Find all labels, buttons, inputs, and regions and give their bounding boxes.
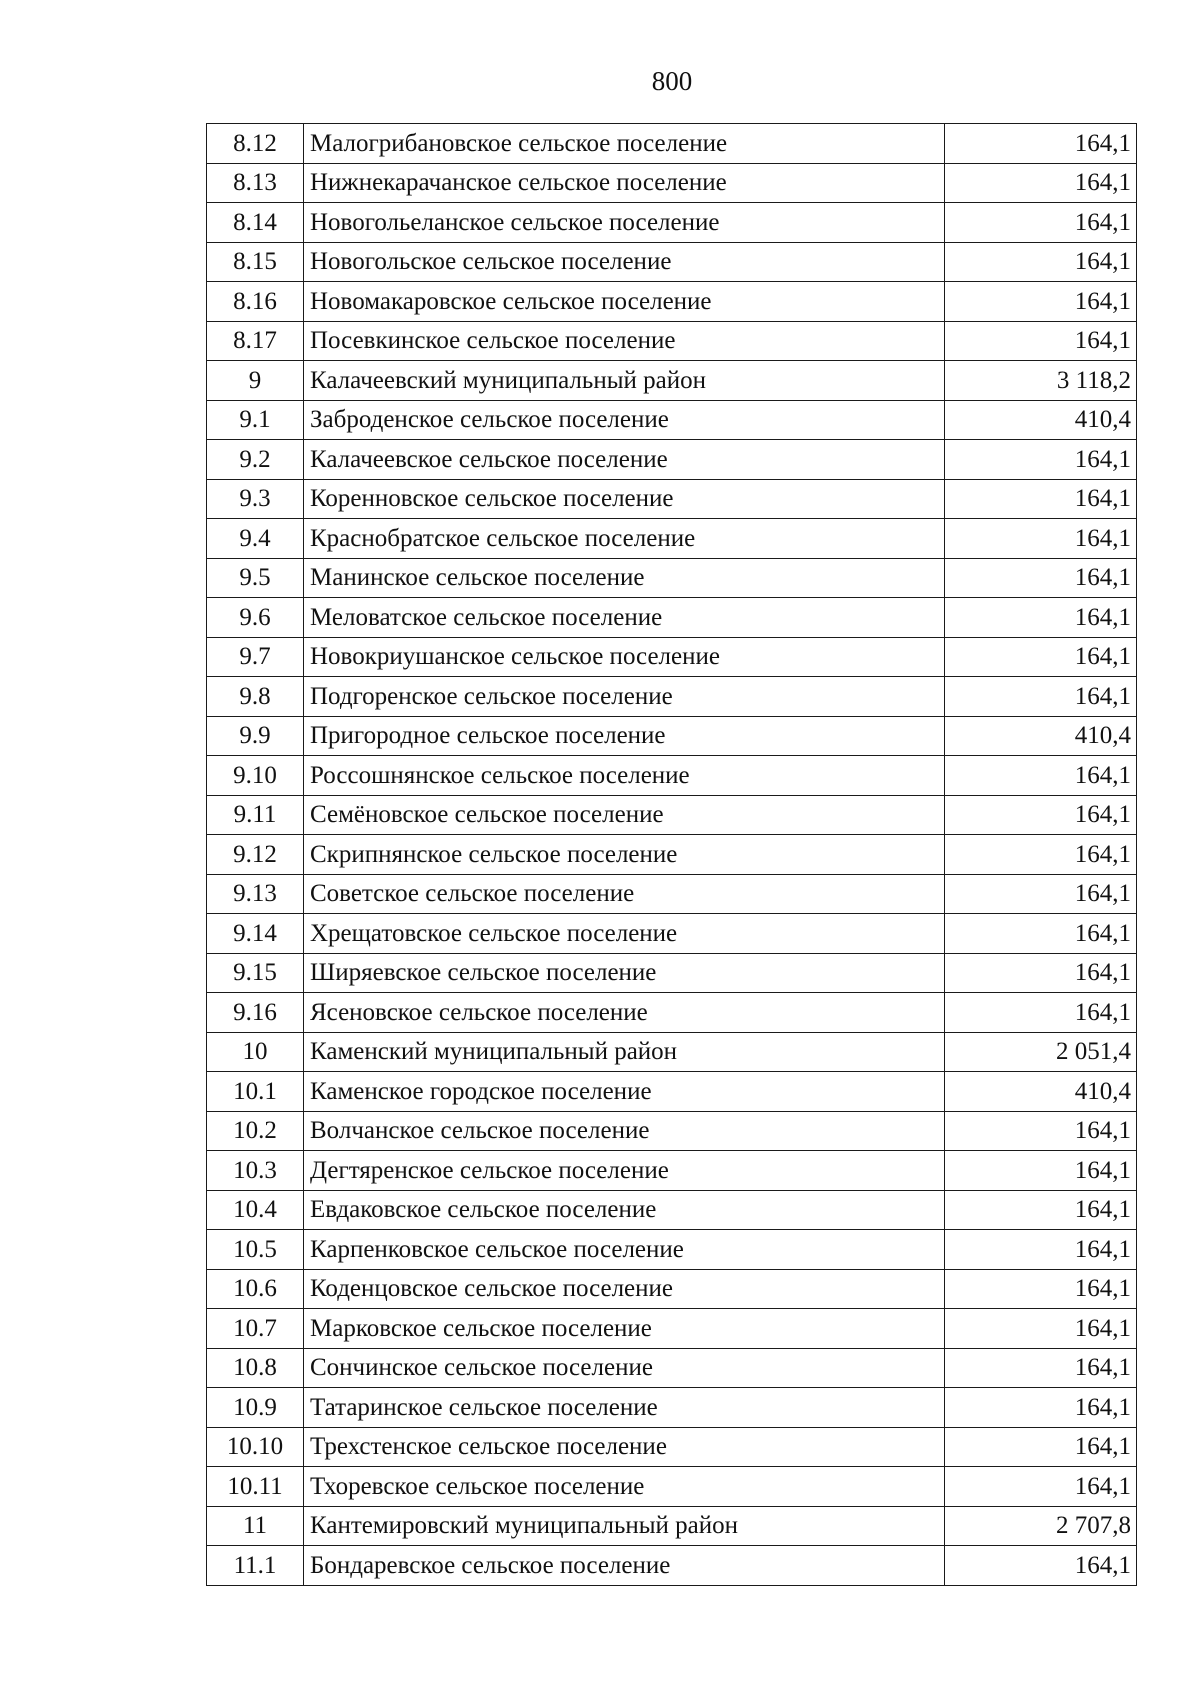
amount-cell: 164,1 bbox=[945, 479, 1137, 519]
row-number-cell: 9.5 bbox=[207, 558, 304, 598]
settlement-name-cell: Новогольское сельское поселение bbox=[304, 242, 945, 282]
settlement-name-cell: Волчанское сельское поселение bbox=[304, 1111, 945, 1151]
table-row bbox=[207, 1348, 1137, 1388]
row-number-cell: 8.12 bbox=[207, 124, 304, 164]
table-row bbox=[207, 558, 1137, 598]
settlement-name-cell: Советское сельское поселение bbox=[304, 874, 945, 914]
amount-cell: 164,1 bbox=[945, 1230, 1137, 1270]
table-row bbox=[207, 874, 1137, 914]
table-row bbox=[207, 993, 1137, 1033]
settlement-name-cell: Кантемировский муниципальный район bbox=[304, 1506, 945, 1546]
settlement-name-cell: Малогрибановское сельское поселение bbox=[304, 124, 945, 164]
table-row bbox=[207, 1309, 1137, 1349]
table-row bbox=[207, 1269, 1137, 1309]
settlement-name-cell: Россошнянское сельское поселение bbox=[304, 756, 945, 796]
amount-cell: 164,1 bbox=[945, 1388, 1137, 1428]
table-row bbox=[207, 953, 1137, 993]
amount-cell: 164,1 bbox=[945, 637, 1137, 677]
amount-cell: 164,1 bbox=[945, 558, 1137, 598]
amount-cell: 164,1 bbox=[945, 1190, 1137, 1230]
row-number-cell: 9.16 bbox=[207, 993, 304, 1033]
row-number-cell: 9.10 bbox=[207, 756, 304, 796]
settlement-name-cell: Подгоренское сельское поселение bbox=[304, 677, 945, 717]
amount-cell: 164,1 bbox=[945, 1309, 1137, 1349]
table-row bbox=[207, 1111, 1137, 1151]
row-number-cell: 10.1 bbox=[207, 1072, 304, 1112]
amount-cell: 164,1 bbox=[945, 1546, 1137, 1586]
table-row bbox=[207, 479, 1137, 519]
settlement-name-cell: Трехстенское сельское поселение bbox=[304, 1427, 945, 1467]
row-number-cell: 11 bbox=[207, 1506, 304, 1546]
settlement-name-cell: Меловатское сельское поселение bbox=[304, 598, 945, 638]
amount-cell: 164,1 bbox=[945, 598, 1137, 638]
settlement-name-cell: Татаринское сельское поселение bbox=[304, 1388, 945, 1428]
table-body bbox=[207, 124, 1137, 1586]
row-number-cell: 10.10 bbox=[207, 1427, 304, 1467]
row-number-cell: 10.2 bbox=[207, 1111, 304, 1151]
amount-cell: 164,1 bbox=[945, 321, 1137, 361]
settlement-name-cell: Скрипнянское сельское поселение bbox=[304, 835, 945, 875]
amount-cell: 410,4 bbox=[945, 400, 1137, 440]
amount-cell: 164,1 bbox=[945, 242, 1137, 282]
settlement-name-cell: Евдаковское сельское поселение bbox=[304, 1190, 945, 1230]
amount-cell: 164,1 bbox=[945, 282, 1137, 322]
settlement-name-cell: Манинское сельское поселение bbox=[304, 558, 945, 598]
row-number-cell: 11.1 bbox=[207, 1546, 304, 1586]
amount-cell: 164,1 bbox=[945, 203, 1137, 243]
amount-cell: 164,1 bbox=[945, 124, 1137, 164]
amount-cell: 164,1 bbox=[945, 677, 1137, 717]
row-number-cell: 9.11 bbox=[207, 795, 304, 835]
row-number-cell: 8.17 bbox=[207, 321, 304, 361]
amount-cell: 164,1 bbox=[945, 1269, 1137, 1309]
settlement-name-cell: Калачеевское сельское поселение bbox=[304, 440, 945, 480]
settlement-name-cell: Посевкинское сельское поселение bbox=[304, 321, 945, 361]
table-row bbox=[207, 637, 1137, 677]
table-row bbox=[207, 282, 1137, 322]
settlement-name-cell: Карпенковское сельское поселение bbox=[304, 1230, 945, 1270]
table-row bbox=[207, 519, 1137, 559]
settlement-name-cell: Нижнекарачанское сельское поселение bbox=[304, 163, 945, 203]
amount-cell: 164,1 bbox=[945, 440, 1137, 480]
table-row bbox=[207, 677, 1137, 717]
amount-cell: 164,1 bbox=[945, 874, 1137, 914]
amount-cell: 164,1 bbox=[945, 1348, 1137, 1388]
amount-cell: 2 707,8 bbox=[945, 1506, 1137, 1546]
table-row bbox=[207, 400, 1137, 440]
settlement-name-cell: Сончинское сельское поселение bbox=[304, 1348, 945, 1388]
page-number: 800 bbox=[651, 66, 693, 96]
table-row bbox=[207, 1151, 1137, 1191]
row-number-cell: 9.3 bbox=[207, 479, 304, 519]
table-row bbox=[207, 1230, 1137, 1270]
row-number-cell: 9.6 bbox=[207, 598, 304, 638]
table-row bbox=[207, 440, 1137, 480]
row-number-cell: 10.6 bbox=[207, 1269, 304, 1309]
amount-cell: 164,1 bbox=[945, 914, 1137, 954]
table-row bbox=[207, 1546, 1137, 1586]
amount-cell: 410,4 bbox=[945, 716, 1137, 756]
settlement-name-cell: Заброденское сельское поселение bbox=[304, 400, 945, 440]
settlement-name-cell: Ясеновское сельское поселение bbox=[304, 993, 945, 1033]
row-number-cell: 10.11 bbox=[207, 1467, 304, 1507]
settlement-name-cell: Пригородное сельское поселение bbox=[304, 716, 945, 756]
row-number-cell: 9.15 bbox=[207, 953, 304, 993]
amount-cell: 164,1 bbox=[945, 1151, 1137, 1191]
amount-cell: 164,1 bbox=[945, 993, 1137, 1033]
settlement-name-cell: Дегтяренское сельское поселение bbox=[304, 1151, 945, 1191]
settlement-name-cell: Марковское сельское поселение bbox=[304, 1309, 945, 1349]
table-row bbox=[207, 1388, 1137, 1428]
table-row bbox=[207, 242, 1137, 282]
row-number-cell: 9.12 bbox=[207, 835, 304, 875]
settlement-name-cell: Краснобратское сельское поселение bbox=[304, 519, 945, 559]
settlement-name-cell: Хрещатовское сельское поселение bbox=[304, 914, 945, 954]
amount-cell: 164,1 bbox=[945, 163, 1137, 203]
settlement-name-cell: Ширяевское сельское поселение bbox=[304, 953, 945, 993]
row-number-cell: 9.9 bbox=[207, 716, 304, 756]
row-number-cell: 9 bbox=[207, 361, 304, 401]
row-number-cell: 8.16 bbox=[207, 282, 304, 322]
table-row bbox=[207, 163, 1137, 203]
amount-cell: 3 118,2 bbox=[945, 361, 1137, 401]
table-row bbox=[207, 1072, 1137, 1112]
table-row bbox=[207, 361, 1137, 401]
amount-cell: 164,1 bbox=[945, 1427, 1137, 1467]
table-row bbox=[207, 203, 1137, 243]
row-number-cell: 10.9 bbox=[207, 1388, 304, 1428]
row-number-cell: 9.7 bbox=[207, 637, 304, 677]
amount-cell: 410,4 bbox=[945, 1072, 1137, 1112]
row-number-cell: 8.15 bbox=[207, 242, 304, 282]
settlement-name-cell: Тхоревское сельское поселение bbox=[304, 1467, 945, 1507]
table-row bbox=[207, 756, 1137, 796]
settlement-name-cell: Семёновское сельское поселение bbox=[304, 795, 945, 835]
row-number-cell: 9.14 bbox=[207, 914, 304, 954]
settlement-name-cell: Каменское городское поселение bbox=[304, 1072, 945, 1112]
row-number-cell: 9.13 bbox=[207, 874, 304, 914]
row-number-cell: 10.5 bbox=[207, 1230, 304, 1270]
row-number-cell: 9.4 bbox=[207, 519, 304, 559]
amount-cell: 164,1 bbox=[945, 1111, 1137, 1151]
amount-cell: 164,1 bbox=[945, 756, 1137, 796]
table-row bbox=[207, 1506, 1137, 1546]
table-row bbox=[207, 795, 1137, 835]
settlement-name-cell: Калачеевский муниципальный район bbox=[304, 361, 945, 401]
settlement-name-cell: Коренновское сельское поселение bbox=[304, 479, 945, 519]
settlement-name-cell: Коденцовское сельское поселение bbox=[304, 1269, 945, 1309]
row-number-cell: 9.2 bbox=[207, 440, 304, 480]
settlement-name-cell: Бондаревское сельское поселение bbox=[304, 1546, 945, 1586]
amount-cell: 164,1 bbox=[945, 795, 1137, 835]
table-row bbox=[207, 1467, 1137, 1507]
row-number-cell: 10.3 bbox=[207, 1151, 304, 1191]
table-row bbox=[207, 716, 1137, 756]
amount-cell: 2 051,4 bbox=[945, 1032, 1137, 1072]
table-row bbox=[207, 321, 1137, 361]
table-row bbox=[207, 835, 1137, 875]
budget-table bbox=[206, 123, 1137, 1586]
table-row bbox=[207, 1032, 1137, 1072]
settlement-name-cell: Каменский муниципальный район bbox=[304, 1032, 945, 1072]
row-number-cell: 9.1 bbox=[207, 400, 304, 440]
settlement-name-cell: Новомакаровское сельское поселение bbox=[304, 282, 945, 322]
row-number-cell: 9.8 bbox=[207, 677, 304, 717]
table-row bbox=[207, 598, 1137, 638]
row-number-cell: 10.4 bbox=[207, 1190, 304, 1230]
row-number-cell: 8.14 bbox=[207, 203, 304, 243]
table-row bbox=[207, 914, 1137, 954]
amount-cell: 164,1 bbox=[945, 519, 1137, 559]
row-number-cell: 8.13 bbox=[207, 163, 304, 203]
amount-cell: 164,1 bbox=[945, 835, 1137, 875]
row-number-cell: 10.7 bbox=[207, 1309, 304, 1349]
settlement-name-cell: Новогольеланское сельское поселение bbox=[304, 203, 945, 243]
table-row bbox=[207, 1190, 1137, 1230]
table-row bbox=[207, 124, 1137, 164]
table-row bbox=[207, 1427, 1137, 1467]
row-number-cell: 10.8 bbox=[207, 1348, 304, 1388]
amount-cell: 164,1 bbox=[945, 1467, 1137, 1507]
row-number-cell: 10 bbox=[207, 1032, 304, 1072]
amount-cell: 164,1 bbox=[945, 953, 1137, 993]
settlement-name-cell: Новокриушанское сельское поселение bbox=[304, 637, 945, 677]
